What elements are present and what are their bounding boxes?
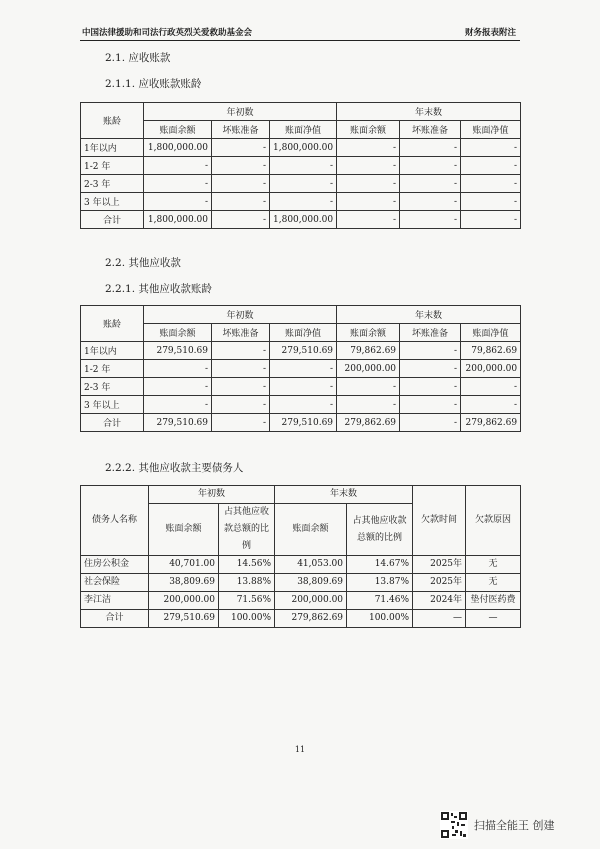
- table-cell: 279,510.69: [149, 610, 219, 628]
- debtor-name: 社会保险: [81, 574, 149, 592]
- col-header: 账面净值: [270, 324, 337, 342]
- col-header: 账面余额: [144, 121, 212, 139]
- debtor-name: 住房公积金: [81, 556, 149, 574]
- row-label: 3 年以上: [81, 396, 144, 414]
- table-cell: 14.67%: [347, 556, 413, 574]
- table-cell: -: [212, 342, 270, 360]
- table-cell: 38,809.69: [149, 574, 219, 592]
- table-cell: -: [212, 396, 270, 414]
- debtor-name: 李江洁: [81, 592, 149, 610]
- table-cell: 79,862.69: [461, 342, 521, 360]
- row-label: 2-3 年: [81, 175, 144, 193]
- col-header: 坏账准备: [400, 121, 461, 139]
- table-cell: -: [337, 139, 400, 157]
- table-cell: -: [400, 378, 461, 396]
- table-cell: -: [144, 175, 212, 193]
- table-row: [81, 193, 521, 211]
- table-row: [81, 574, 521, 592]
- table-row: [81, 610, 521, 628]
- table-row: [81, 414, 521, 432]
- table-cell: 1,800,000.00: [270, 211, 337, 229]
- row-label: 合计: [81, 211, 144, 229]
- section-heading-2-1-1: 2.1.1. 应收账款账龄: [105, 78, 202, 90]
- page-number: 11: [294, 745, 306, 754]
- table-cell: -: [400, 139, 461, 157]
- col-header-time: 欠款时间: [413, 486, 466, 556]
- table-cell: 200,000.00: [337, 360, 400, 378]
- row-label: 1年以内: [81, 342, 144, 360]
- debtor-name: 合计: [81, 610, 149, 628]
- other-receivables-aging-table: [80, 305, 521, 432]
- table-cell: -: [461, 378, 521, 396]
- section-heading-2-1: 2.1. 应收账款: [105, 52, 171, 64]
- table-row: [81, 342, 521, 360]
- header-doc-title: 财务报表附注: [464, 28, 516, 38]
- table-cell: -: [400, 211, 461, 229]
- col-header: 占其他应收款总额的比例: [219, 504, 275, 556]
- table-cell: -: [400, 175, 461, 193]
- table-cell: -: [212, 414, 270, 432]
- table-cell: -: [270, 157, 337, 175]
- col-header: 账面余额: [337, 121, 400, 139]
- table-cell: 79,862.69: [337, 342, 400, 360]
- scanner-watermark: [440, 810, 555, 840]
- table-row: [81, 378, 521, 396]
- row-label: 2-3 年: [81, 378, 144, 396]
- table-cell: 200,000.00: [275, 592, 347, 610]
- col-header: 账面余额: [337, 324, 400, 342]
- col-group-end: 年末数: [337, 103, 521, 121]
- major-debtors-table: [80, 485, 521, 628]
- table-cell: 38,809.69: [275, 574, 347, 592]
- table-cell: 13.88%: [219, 574, 275, 592]
- section-heading-2-2: 2.2. 其他应收款: [105, 257, 181, 269]
- col-group-end: 年末数: [337, 306, 521, 324]
- table-cell: 1,800,000.00: [144, 139, 212, 157]
- col-header-reason: 欠款原因: [466, 486, 521, 556]
- table-cell: -: [212, 378, 270, 396]
- table-cell: -: [400, 414, 461, 432]
- debt-time: —: [413, 610, 466, 628]
- table-row: [81, 175, 521, 193]
- col-group-begin: 年初数: [144, 103, 337, 121]
- table-cell: -: [461, 211, 521, 229]
- table-cell: -: [461, 157, 521, 175]
- table-cell: -: [144, 378, 212, 396]
- debt-reason: 垫付医药费: [466, 592, 521, 610]
- table-cell: -: [212, 211, 270, 229]
- qr-code-icon: [440, 811, 468, 839]
- table-cell: -: [270, 360, 337, 378]
- table-cell: 279,510.69: [144, 414, 212, 432]
- col-header: 账面余额: [144, 324, 212, 342]
- table-row: [81, 211, 521, 229]
- table-cell: 200,000.00: [461, 360, 521, 378]
- col-header: 占其他应收款总额的比例: [347, 504, 413, 556]
- col-header: 账面余额: [275, 504, 347, 556]
- receivables-aging-table: [80, 102, 521, 229]
- table-cell: 1,800,000.00: [270, 139, 337, 157]
- table-row: [81, 592, 521, 610]
- page-header: [80, 24, 520, 41]
- col-header: 账面净值: [270, 121, 337, 139]
- table-cell: -: [270, 193, 337, 211]
- table-cell: -: [144, 360, 212, 378]
- debt-time: 2025年: [413, 556, 466, 574]
- row-label: 1-2 年: [81, 360, 144, 378]
- table-cell: 14.56%: [219, 556, 275, 574]
- table-row: [81, 556, 521, 574]
- table-cell: -: [144, 396, 212, 414]
- table-cell: 13.87%: [347, 574, 413, 592]
- scanner-label: 扫描全能王 创建: [474, 819, 555, 832]
- table-cell: 279,510.69: [144, 342, 212, 360]
- table-row: [81, 396, 521, 414]
- table-cell: -: [461, 175, 521, 193]
- table-cell: 279,862.69: [275, 610, 347, 628]
- table-cell: 100.00%: [219, 610, 275, 628]
- table-cell: -: [270, 378, 337, 396]
- col-group-begin: 年初数: [149, 486, 275, 504]
- table-cell: -: [212, 175, 270, 193]
- row-label: 1-2 年: [81, 157, 144, 175]
- table-cell: 279,862.69: [461, 414, 521, 432]
- col-header-age: 账龄: [81, 103, 144, 139]
- section-heading-2-2-1: 2.2.1. 其他应收款账龄: [105, 283, 212, 295]
- table-cell: -: [144, 193, 212, 211]
- table-cell: -: [337, 175, 400, 193]
- table-cell: -: [212, 139, 270, 157]
- table-cell: -: [337, 193, 400, 211]
- row-label: 1年以内: [81, 139, 144, 157]
- table-cell: -: [144, 157, 212, 175]
- table-cell: -: [212, 157, 270, 175]
- table-cell: 41,053.00: [275, 556, 347, 574]
- table-cell: -: [400, 360, 461, 378]
- table-cell: 200,000.00: [149, 592, 219, 610]
- col-header: 坏账准备: [212, 121, 270, 139]
- col-group-end: 年末数: [275, 486, 413, 504]
- table-cell: -: [461, 193, 521, 211]
- col-group-begin: 年初数: [144, 306, 337, 324]
- debt-time: 2025年: [413, 574, 466, 592]
- table-cell: -: [270, 175, 337, 193]
- debt-reason: —: [466, 610, 521, 628]
- col-header-age: 账龄: [81, 306, 144, 342]
- table-row: [81, 360, 521, 378]
- table-cell: -: [400, 193, 461, 211]
- table-cell: -: [461, 396, 521, 414]
- col-header-debtor: 债务人名称: [81, 486, 149, 556]
- table-cell: -: [212, 360, 270, 378]
- table-cell: -: [337, 211, 400, 229]
- debt-reason: 无: [466, 556, 521, 574]
- table-cell: 1,800,000.00: [144, 211, 212, 229]
- table-cell: -: [400, 157, 461, 175]
- table-cell: 279,510.69: [270, 342, 337, 360]
- table-cell: 71.46%: [347, 592, 413, 610]
- table-cell: 71.56%: [219, 592, 275, 610]
- header-org: 中国法律援助和司法行政英烈关爱救助基金会: [82, 28, 253, 38]
- table-cell: -: [400, 396, 461, 414]
- table-cell: -: [337, 157, 400, 175]
- section-heading-2-2-2: 2.2.2. 其他应收款主要债务人: [105, 462, 244, 474]
- table-cell: 100.00%: [347, 610, 413, 628]
- row-label: 合计: [81, 414, 144, 432]
- debt-time: 2024年: [413, 592, 466, 610]
- table-cell: 40,701.00: [149, 556, 219, 574]
- row-label: 3 年以上: [81, 193, 144, 211]
- table-cell: -: [461, 139, 521, 157]
- col-header: 账面净值: [461, 121, 521, 139]
- col-header: 坏账准备: [212, 324, 270, 342]
- table-cell: -: [337, 378, 400, 396]
- table-cell: -: [337, 396, 400, 414]
- table-cell: 279,862.69: [337, 414, 400, 432]
- table-cell: 279,510.69: [270, 414, 337, 432]
- table-cell: -: [400, 342, 461, 360]
- col-header: 账面余额: [149, 504, 219, 556]
- col-header: 账面净值: [461, 324, 521, 342]
- table-cell: -: [212, 193, 270, 211]
- debt-reason: 无: [466, 574, 521, 592]
- table-row: [81, 139, 521, 157]
- table-row: [81, 157, 521, 175]
- col-header: 坏账准备: [400, 324, 461, 342]
- table-cell: -: [270, 396, 337, 414]
